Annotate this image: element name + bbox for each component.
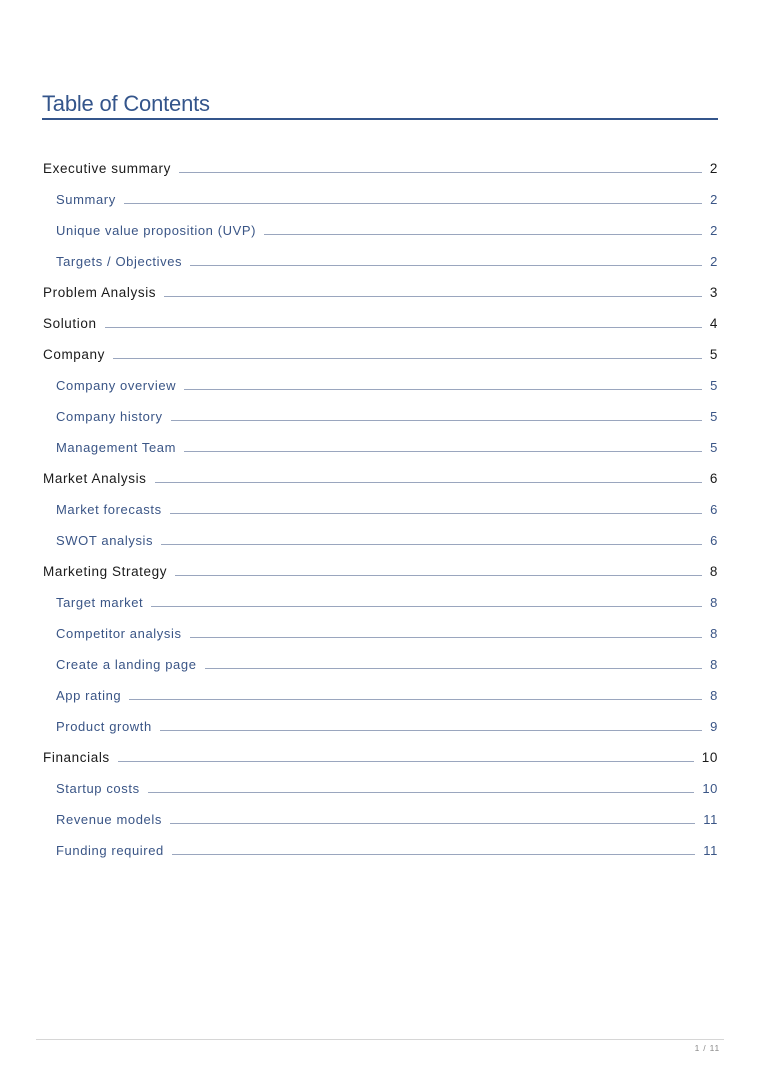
- toc-entry-page-number: 2: [710, 223, 718, 238]
- toc-entry-label: Unique value proposition (UVP): [56, 223, 257, 238]
- toc-entry-label: Solution: [43, 316, 97, 331]
- toc-entry-label: Company overview: [56, 378, 177, 393]
- toc-entry-page-number: 2: [710, 254, 718, 269]
- toc-entry-page-number: 2: [710, 192, 718, 207]
- toc-entry-page-number: 8: [710, 595, 718, 610]
- toc-entry-page-number: 11: [703, 843, 718, 858]
- toc-entry-page-number: 8: [710, 626, 718, 641]
- toc-dot-leader: [179, 171, 702, 173]
- toc-entry-label: Targets / Objectives: [56, 254, 183, 269]
- toc-dot-leader: [190, 264, 702, 266]
- toc-entry-label: SWOT analysis: [56, 533, 154, 548]
- toc-dot-leader: [170, 822, 695, 824]
- toc-entry-label: Revenue models: [56, 812, 162, 827]
- toc-entry-label: Product growth: [56, 719, 152, 734]
- toc-subsection-entry[interactable]: [42, 214, 718, 245]
- toc-entry-label: Marketing Strategy: [43, 564, 168, 579]
- toc-entry-page-number: 5: [709, 347, 718, 362]
- toc-entry-page-number: 6: [709, 471, 718, 486]
- toc-dot-leader: [118, 760, 694, 762]
- toc-dot-leader: [190, 636, 702, 638]
- toc-entry-label: Company history: [56, 409, 163, 424]
- toc-subsection-entry[interactable]: [42, 524, 718, 555]
- toc-dot-leader: [113, 357, 702, 359]
- toc-section-entry[interactable]: [42, 741, 718, 772]
- toc-section-entry[interactable]: [42, 462, 718, 493]
- toc-entry-page-number: 8: [710, 657, 718, 672]
- toc-subsection-entry[interactable]: [42, 648, 718, 679]
- toc-dot-leader: [164, 295, 702, 297]
- toc-entry-page-number: 9: [710, 719, 718, 734]
- toc-entry-label: Startup costs: [56, 781, 140, 796]
- toc-entry-label: Problem Analysis: [43, 285, 157, 300]
- toc-subsection-entry[interactable]: [42, 803, 718, 834]
- toc-entry-page-number: 8: [709, 564, 718, 579]
- toc-entry-page-number: 6: [710, 502, 718, 517]
- toc-entry-page-number: 11: [703, 812, 718, 827]
- toc-entry-label: Market forecasts: [56, 502, 162, 517]
- toc-subsection-entry[interactable]: [42, 586, 718, 617]
- toc-entry-label: Summary: [56, 192, 116, 207]
- table-of-contents: [42, 152, 718, 865]
- toc-section-entry[interactable]: [42, 555, 718, 586]
- toc-dot-leader: [105, 326, 702, 328]
- toc-entry-page-number: 10: [701, 750, 718, 765]
- toc-dot-leader: [155, 481, 702, 483]
- title-underline: [42, 118, 718, 120]
- toc-entry-label: App rating: [56, 688, 122, 703]
- toc-dot-leader: [184, 450, 702, 452]
- toc-dot-leader: [148, 791, 695, 793]
- toc-dot-leader: [161, 543, 702, 545]
- toc-subsection-entry[interactable]: [42, 710, 718, 741]
- toc-entry-label: Executive summary: [43, 161, 171, 176]
- toc-section-entry[interactable]: [42, 276, 718, 307]
- toc-dot-leader: [124, 202, 702, 204]
- toc-entry-page-number: 8: [710, 688, 718, 703]
- toc-entry-label: Financials: [43, 750, 110, 765]
- toc-section-entry[interactable]: [42, 338, 718, 369]
- toc-dot-leader: [170, 512, 702, 514]
- toc-entry-label: Company: [43, 347, 105, 362]
- toc-entry-page-number: 3: [709, 285, 718, 300]
- page-number: 1 / 11: [694, 1043, 720, 1053]
- toc-entry-label: Competitor analysis: [56, 626, 182, 641]
- toc-dot-leader: [172, 853, 695, 855]
- toc-dot-leader: [151, 605, 702, 607]
- toc-subsection-entry[interactable]: [42, 245, 718, 276]
- toc-entry-label: Create a landing page: [56, 657, 197, 672]
- toc-subsection-entry[interactable]: [42, 400, 718, 431]
- toc-dot-leader: [129, 698, 702, 700]
- toc-subsection-entry[interactable]: [42, 617, 718, 648]
- toc-subsection-entry[interactable]: [42, 431, 718, 462]
- toc-dot-leader: [160, 729, 702, 731]
- toc-subsection-entry[interactable]: [42, 772, 718, 803]
- toc-subsection-entry[interactable]: [42, 493, 718, 524]
- toc-entry-page-number: 6: [710, 533, 718, 548]
- toc-dot-leader: [205, 667, 702, 669]
- toc-section-entry[interactable]: [42, 152, 718, 183]
- toc-subsection-entry[interactable]: [42, 369, 718, 400]
- footer-divider: [36, 1039, 724, 1040]
- page-title: Table of Contents: [42, 91, 210, 116]
- toc-dot-leader: [175, 574, 702, 576]
- toc-entry-label: Target market: [56, 595, 144, 610]
- toc-dot-leader: [264, 233, 702, 235]
- toc-entry-page-number: 10: [702, 781, 718, 796]
- toc-subsection-entry[interactable]: [42, 834, 718, 865]
- toc-entry-label: Market Analysis: [43, 471, 147, 486]
- toc-dot-leader: [171, 419, 702, 421]
- toc-entry-page-number: 5: [710, 378, 718, 393]
- toc-section-entry[interactable]: [42, 307, 718, 338]
- toc-subsection-entry[interactable]: [42, 183, 718, 214]
- toc-entry-label: Management Team: [56, 440, 177, 455]
- toc-entry-page-number: 4: [709, 316, 718, 331]
- toc-entry-page-number: 2: [709, 161, 718, 176]
- toc-subsection-entry[interactable]: [42, 679, 718, 710]
- toc-entry-page-number: 5: [710, 409, 718, 424]
- toc-dot-leader: [184, 388, 702, 390]
- toc-entry-label: Funding required: [56, 843, 164, 858]
- toc-entry-page-number: 5: [710, 440, 718, 455]
